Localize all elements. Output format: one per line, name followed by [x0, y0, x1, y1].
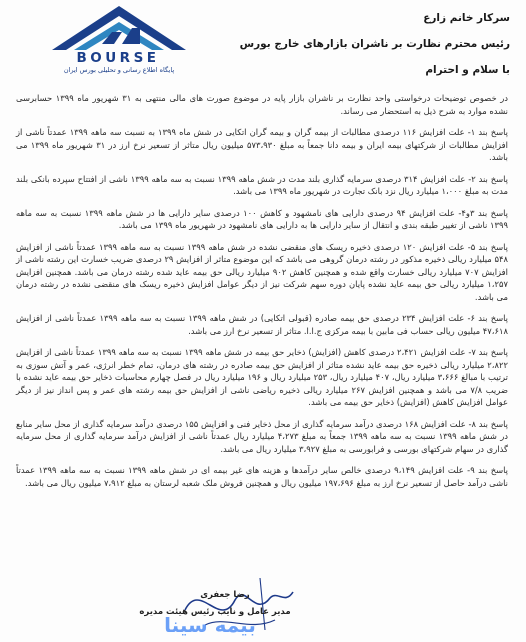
bourse-logo [44, 4, 194, 84]
paragraph-item-3-4: پاسخ بند ۳و۴- علت افزایش ۹۴ درصدی دارایی های نامشهود و کاهش ۱۰۰ درصدی سایر دارایی ها در شش ماهه ۱۳۹۹ نسبت به سه ماهه ۱۳۹۹ ناشی از تغییر طبقه بندی و انتقال از سایر دارایی ها به دارایی های نامشهود در شهریور ماه ۱۳۹۹ می باشد. [16, 207, 508, 230]
company-stamp [150, 600, 270, 640]
paragraph-item-2: پاسخ بند ۲- علت افزایش ۳۱۴ درصدی سرمایه گذاری بلند مدت در شش ماهه ۱۳۹۹ نسبت به سه ماهه ۱۳۹۹ ناشی از افتتاح سپرده بانکی بلند مدت به مبلغ ۱،۰۰۰ میلیارد ریال نزد بانک تجارت در شهریور ماه ۱۳۹۹ می باشد. [16, 173, 508, 196]
paragraph-item-6: پاسخ بند ۶- علت افزایش ۲۳۴ درصدی حق بیمه صادره (قبولی اتکایی) در شش ماهه ۱۳۹۹ نسبت به سه ماهه ۱۳۹۹ عمدتاً ناشی از افزایش ۴۷،۶۱۸ میلیون ریالی حساب فی مابین با بیمه مرکزی ج.ا.ا. متاثر از تسعیر نرخ ارز می باشد. [16, 313, 509, 336]
paragraph-item-9: پاسخ بند ۹- علت افزایش ۹،۱۴۹ درصدی خالص سایر درآمدها و هزینه های غیر بیمه ای در شش ماهه ۱۳۹۹ نسبت به سه ماهه ۱۳۹۹ عمدتاً ناشی درآمد حاصل از تسعیر نرخ ارز به مبلغ ۱۹۷،۶۹۶ میلیون ریال و همچنین فروش ملک شعبه لرستان به مبلغ ۷،۹۱۲ میلیون ریال می باشد. [16, 465, 508, 488]
salutation-line: سرکار خانم زارع [423, 12, 510, 24]
logo-wordmark: BOURSE [76, 50, 160, 66]
signatory-title: مدیر عامل و نایب رئیس هیئت مدیره [139, 607, 291, 617]
signatory-name: رضا جعفری [200, 590, 250, 600]
paragraph-item-1: پاسخ بند ۱- علت افزایش ۱۱۶ درصدی مطالبات از بیمه گران و بیمه گران اتکایی در شش ماه ۱۳۹۹ به نسبت سه ماهه ۱۳۹۹ عمدتاً ناشی از افزایش مطالبات از شرکتهای بیمه ایران و بیمه دانا جمعاً به مبلغ ۵۷۳،۹۳۰ میلیون ریال متاثر از تسعیر نرخ ارز در ۳۱ شهریور ماه ۱۳۹۹ می باشد. [16, 127, 508, 162]
letter-body [16, 92, 508, 498]
recipient-line: رئیس محترم نظارت بر ناشران بازارهای خارج بورس [239, 38, 510, 50]
greeting-line: با سلام و احترام [425, 64, 510, 76]
paragraph-item-7: پاسخ بند ۷- علت افزایش ۲،۴۲۱ درصدی کاهش (افزایش) ذخایر حق بیمه در شش ماهه ۱۳۹۹ نسبت به سه ماهه ۱۳۹۹ عمدتاً ناشی از افزایش ۲،۸۲۲ میلیارد ریالی ذخیره حق بیمه عاید نشده متاثر از افزایش حق بیمه صادره در رشته های درمان، تمام خطر انرژی، عمر و آتش سوزی به ترتیب با مبالغ ۳،۶۶۶ میلیارد ریال، ۴۰۷ میلیارد ریال، ۲۵۳ میلیارد ریال و ۱۹۶ میلیارد ریال در فصل چهارم محاسبات ذخایر حق بیمه عاید نشده با ضریب ۷/۸ می باشد و همچنین افزایش ۲۶۷ میلیارد ریالی ذخیره ریاضی ناشی از افزایش حق بیمه رشته های عمر و پس انداز نیز از دیگر عوامل افزایش کاهش (افزایش) ذخایر حق بیمه می باشد. [16, 347, 509, 407]
paragraph-item-8: پاسخ بند ۸- علت افزایش ۱۶۸ درصدی درآمد سرمایه گذاری از محل ذخایر فنی و افزایش ۱۵۵ درصدی درآمد سرمایه گذاری از محل سایر منابع در شش ماهه ۱۳۹۹ نسبت به سه ماهه ۱۳۹۹ جمعاً به مبلغ ۴،۲۷۳ میلیارد ریال عمدتاً ناشی از افزایش درآمد سرمایه گذاری از محل سرمایه گذاری در سهام شرکتهای بورسی و فرابورسی به مبلغ ۳،۹۲۷ میلیارد ریال می باشد. [16, 418, 508, 454]
paragraph-item-5: پاسخ بند ۵- علت افزایش ۱۲۰ درصدی ذخیره ریسک های منقضی نشده در شش ماهه ۱۳۹۹ نسبت به سه ماهه ۱۳۹۹ عمدتاً ناشی از افزایش ۵۴۸ میلیارد ریالی ذخیره مذکور در رشته درمان گروهی می باشد که این موضوع متاثر از افزایش ۲۹ درصدی ضریب خسارت این رشته ناشی از افزایش ۷۰۷ میلیارد ریالی خسارت واقع شده و همچنین کاهش ۹۰۲ میلیارد ریالی حق بیمه عاید شده رشته درمان می باشد. همچنین افزایش ۱،۲۵۷ میلیارد ریالی حق بیمه عاید نشده پایان دوره سهم شرکت نیز از دیگر عوامل افزایش ذخیره ریسک های منقضی نشده در رشته درمان می باشد. [16, 241, 509, 302]
paragraph-intro: در خصوص توضیحات درخواستی واحد نظارت بر ناشران بازار پایه در موضوع صورت های مالی منتهی به ۳۱ شهریور ماه ۱۳۹۹ حسابرسی نشده موارد به شرح ذیل به استحضار می رساند. [16, 93, 509, 116]
logo-caption: پایگاه اطلاع رسانی و تحلیلی بورس ایران [63, 66, 175, 74]
stamp-text: بیمه سینا [164, 613, 256, 637]
bourse-logo-mark [44, 4, 194, 54]
